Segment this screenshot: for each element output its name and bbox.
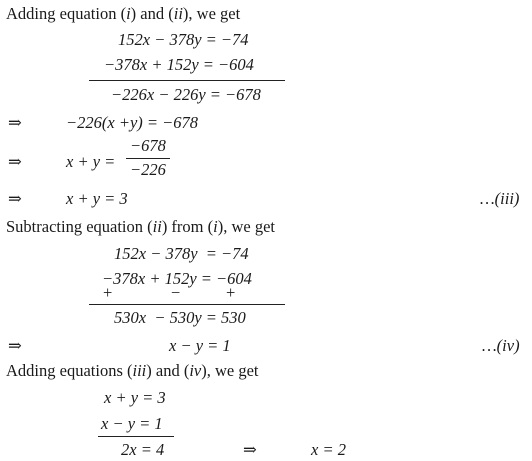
- step1-equation: −226(x +y) = −678: [66, 113, 199, 132]
- sign-minus: −: [171, 283, 181, 302]
- step2-fraction: [126, 138, 170, 178]
- intro-adding-i-ii: Adding equation (i) and (ii), we get: [6, 4, 241, 23]
- block2-row3: 530x − 530y = 530: [114, 308, 246, 327]
- block3-result: x = 2: [311, 440, 346, 459]
- block3-row3: 2x = 4: [121, 440, 165, 459]
- fraction-bar: [126, 158, 170, 159]
- intro-adding-iii-iv: Adding equations (iii) and (iv), we get: [6, 361, 259, 380]
- implies-arrow: ⇒: [8, 336, 22, 355]
- fraction-numerator: −678: [130, 136, 166, 155]
- implies-arrow: ⇒: [243, 440, 257, 459]
- block1-rule: [89, 80, 285, 81]
- equation-tag-iii: …(iii): [480, 189, 520, 208]
- block2-rule: [89, 304, 285, 305]
- step4-equation: x − y = 1: [169, 336, 231, 355]
- block2-row1: 152x − 378y = −74: [114, 244, 249, 263]
- step3-equation: x + y = 3: [66, 189, 128, 208]
- implies-arrow: ⇒: [8, 113, 22, 132]
- implies-arrow: ⇒: [8, 152, 22, 171]
- block1-row1: 152x − 378y = −74: [118, 30, 249, 49]
- intro-subtracting-ii-i: Subtracting equation (ii) from (i), we get: [6, 217, 276, 236]
- block3-row1: x + y = 3: [104, 388, 166, 407]
- sign-plus-2: +: [226, 283, 236, 302]
- block1-row3: −226x − 226y = −678: [111, 85, 261, 104]
- sign-plus-1: +: [103, 283, 113, 302]
- step2-lhs: x + y =: [66, 152, 116, 171]
- equation-tag-iv: …(iv): [482, 336, 520, 355]
- implies-arrow: ⇒: [8, 189, 22, 208]
- block2-row2: −378x + 152y = −604: [102, 269, 252, 288]
- block3-rule: [98, 436, 174, 437]
- fraction-denominator: −226: [130, 159, 166, 179]
- block1-row2: −378x + 152y = −604: [104, 55, 254, 74]
- block3-row2: x − y = 1: [101, 414, 163, 433]
